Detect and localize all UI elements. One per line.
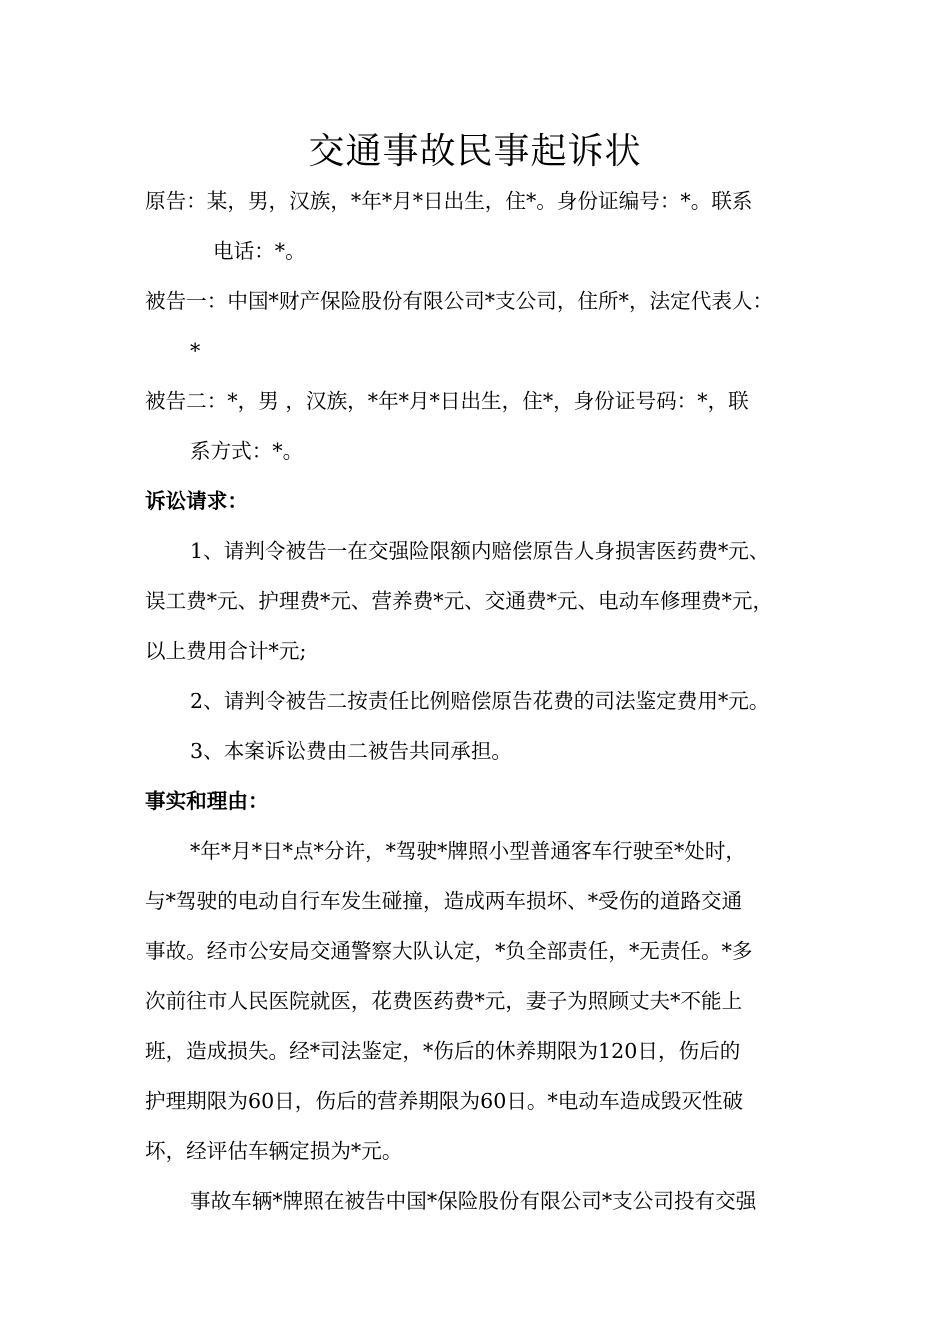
plaintiff-line: 原告：某，男，汉族，*年*月*日出生，住*。身份证编号：*。联系 (145, 189, 753, 213)
claim-item-1-continued: 误工费*元、护理费*元、营养费*元、交通费*元、电动车修理费*元， (145, 589, 774, 613)
claim-item-2: 2、请判令被告二按责任比例赔偿原告花费的司法鉴定费用*元。 (190, 689, 770, 713)
claim-item-3: 3、本案诉讼费由二被告共同承担。 (190, 739, 513, 763)
claim-item-1-continued: 以上费用合计*元; (145, 639, 307, 663)
document-title: 交通事故民事起诉状 (308, 131, 642, 172)
defendant-two-line: 被告二：*，男 ，汉族，*年*月*日出生，住*，身份证号码：*，联 (145, 389, 749, 413)
facts-paragraph-line: 护理期限为60日，伤后的营养期限为60日。*电动车造成毁灭性破 (145, 1089, 744, 1113)
facts-heading: 事实和理由： (145, 789, 269, 813)
facts-paragraph-line: 次前往市人民医院就医，花费医药费*元，妻子为照顾丈夫*不能上 (145, 989, 743, 1013)
facts-paragraph-line: 与*驾驶的电动自行车发生碰撞，造成两车损坏、*受伤的道路交通 (145, 889, 743, 913)
facts-paragraph-line: 班，造成损失。经*司法鉴定，*伤后的休养期限为120日，伤后的 (145, 1039, 741, 1063)
defendant-one-line-continued: * (190, 339, 201, 363)
claims-heading: 诉讼请求： (145, 489, 248, 513)
facts-paragraph-line: 事故。经市公安局交通警察大队认定，*负全部责任，*无责任。*多 (145, 939, 753, 963)
facts-paragraph-line: 坏，经评估车辆定损为*元。 (145, 1139, 403, 1163)
defendant-one-line: 被告一：中国*财产保险股份有限公司*支公司，住所*，法定代表人： (145, 289, 774, 313)
claim-item-1: 1、请判令被告一在交强险限额内赔偿原告人身损害医药费*元、 (190, 539, 770, 563)
facts-paragraph-line: *年*月*日*点*分许，*驾驶*牌照小型普通客车行驶至*处时， (190, 839, 747, 863)
defendant-two-line-continued: 系方式：*。 (190, 439, 304, 463)
plaintiff-line-continued: 电话：*。 (213, 239, 306, 263)
facts-paragraph-2-line: 事故车辆*牌照在被告中国*保险股份有限公司*支公司投有交强 (190, 1189, 757, 1213)
